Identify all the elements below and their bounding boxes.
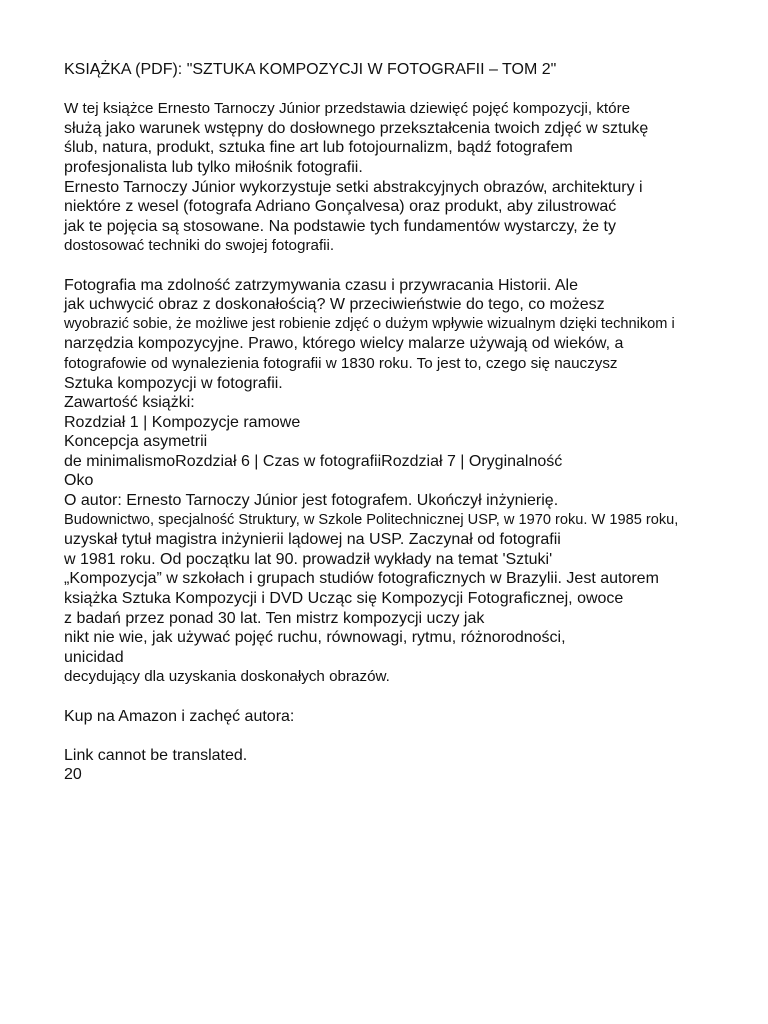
author-line: decydujący dla uzyskania doskonałych obrazów. [64, 668, 390, 686]
author-line: uzyskał tytuł magistra inżynierii lądowej na USP. Zaczynał od fotografii [64, 531, 561, 549]
photography-line: jak uchwycić obraz z doskonałością? W przeciwieństwie do tego, co możesz [64, 296, 605, 314]
author-line: w 1981 roku. Od początku lat 90. prowadził wykłady na temat 'Sztuki' [64, 550, 553, 568]
author-paragraph [64, 491, 754, 687]
intro-line: ślub, natura, produkt, sztuka fine art lub fotojournalizm, bądź fotografem [64, 139, 573, 157]
intro-line: dostosować techniki do swojej fotografii. [64, 237, 335, 255]
contents-item: Oko [64, 472, 94, 490]
contents-item: Koncepcja asymetrii [64, 433, 208, 451]
author-line: nikt nie wie, jak używać pojęć ruchu, równowagi, rytmu, różnorodności, [64, 629, 566, 647]
document-title: KSIĄŻKA (PDF): "SZTUKA KOMPOZYCJI W FOTOGRAFII – TOM 2" [64, 61, 557, 78]
author-line: z badań przez ponad 30 lat. Ten mistrz kompozycji uczy jak [64, 609, 485, 627]
buy-callout: Kup na Amazon i zachęć autora: [64, 707, 295, 725]
link-note: Link cannot be translated. [64, 746, 248, 764]
document-page [64, 60, 754, 785]
contents-heading: Zawartość książki: [64, 394, 195, 412]
intro-line: W tej książce Ernesto Tarnoczy Júnior przedstawia dziewięć pojęć kompozycji, które [64, 100, 631, 118]
intro-line: niektóre z wesel (fotografa Adriano Gonçalvesa) oraz produkt, aby zilustrować [64, 198, 617, 216]
author-line: „Kompozycja” w szkołach i grupach studiów fotograficznych w Brazylii. Jest autorem [64, 570, 659, 588]
intro-line: Ernesto Tarnoczy Júnior wykorzystuje setki abstrakcyjnych obrazów, architektury i [64, 178, 643, 196]
intro-line: służą jako warunek wstępny do dosłownego przekształcenia twoich zdjęć w sztukę [64, 119, 649, 137]
photography-line: fotografowie od wynalezienia fotografii w 1830 roku. To jest to, czego się nauczysz [64, 354, 618, 372]
author-line: książka Sztuka Kompozycji i DVD Ucząc się Kompozycji Fotograficznej, owoce [64, 590, 624, 608]
author-line: O autor: Ernesto Tarnoczy Júnior jest fotografem. Ukończył inżynierię. [64, 492, 559, 510]
spacer [64, 687, 754, 707]
contents-item: de minimalismoRozdział 6 | Czas w fotografiiRozdział 7 | Oryginalność [64, 452, 563, 470]
photography-paragraph [64, 276, 754, 394]
intro-line: profesjonalista lub tylko miłośnik fotografii. [64, 158, 363, 176]
photography-line: Fotografia ma zdolność zatrzymywania czasu i przywracania Historii. Ale [64, 276, 578, 294]
spacer [64, 80, 754, 100]
photography-line: Sztuka kompozycji w fotografii. [64, 374, 283, 392]
photography-line: wyobrazić sobie, że możliwe jest robienie zdjęć o dużym wpływie wizualnym dzięki technikom i [64, 315, 675, 332]
contents-item: Rozdział 1 | Kompozycje ramowe [64, 413, 301, 431]
photography-line: narzędzia kompozycyjne. Prawo, którego wielcy malarze używają od wieków, a [64, 335, 624, 353]
intro-line: jak te pojęcia są stosowane. Na podstawie tych fundamentów wystarczy, że ty [64, 217, 616, 235]
contents-list [64, 393, 754, 491]
intro-paragraph [64, 99, 754, 256]
spacer [64, 256, 754, 276]
author-line: Budownictwo, specjalność Struktury, w Szkole Politechnicznej USP, w 1970 roku. W 1985 roku, [64, 511, 679, 528]
spacer [64, 726, 754, 746]
page-number: 20 [64, 766, 82, 784]
author-line: unicidad [64, 648, 124, 666]
